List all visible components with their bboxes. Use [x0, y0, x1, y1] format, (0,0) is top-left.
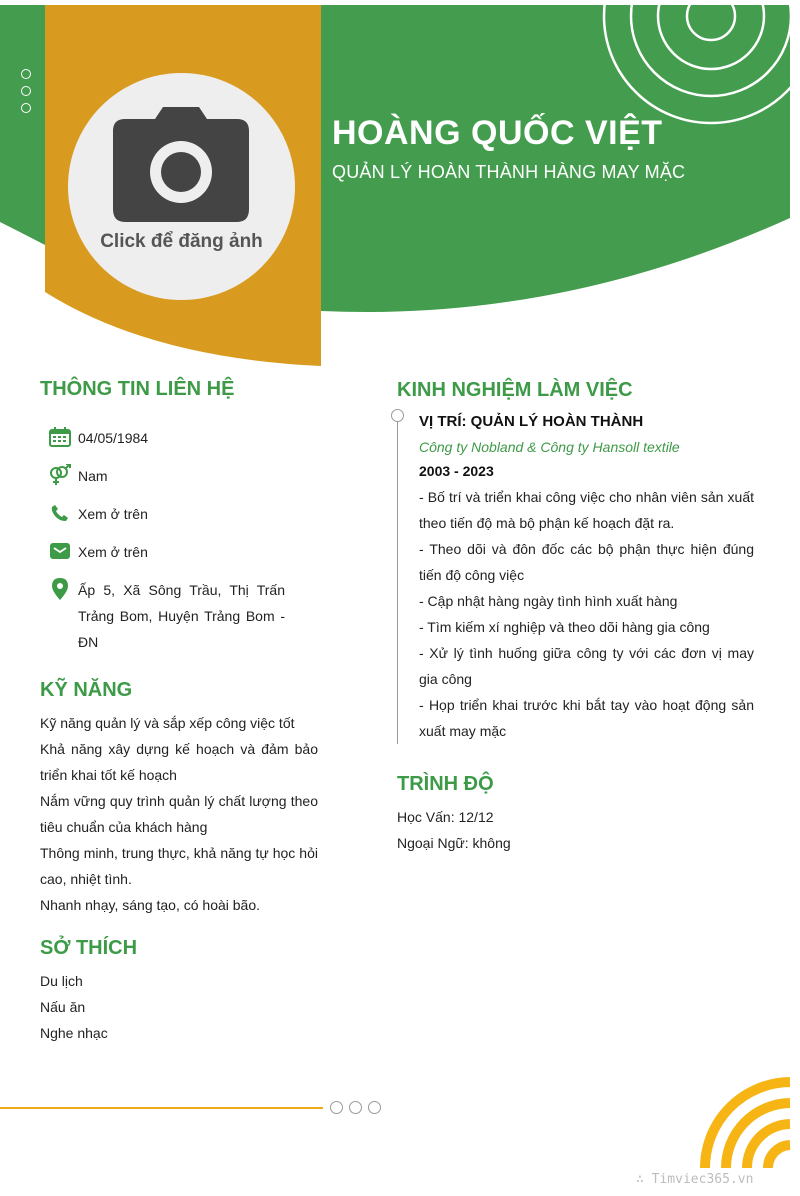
candidate-name: HOÀNG QUỐC VIỆT: [332, 114, 663, 152]
skill-item: Nắm vững quy trình quản lý chất lượng theo tiêu chuẩn của khách hàng: [40, 793, 318, 835]
duty-item: - Tìm kiếm xí nghiệp và theo dõi hàng gia công: [419, 619, 710, 635]
education-list: [397, 804, 757, 856]
contact-gender: [48, 463, 108, 489]
duty-item: - Họp triển khai trước khi bắt tay vào hoạt động sản xuất may mặc: [419, 697, 754, 739]
duty-item: - Theo dõi và đôn đốc các bộ phận thực hiện đúng tiến độ công việc: [419, 541, 754, 583]
green-header-left: [0, 5, 45, 245]
watermark: ∴ Timviec365.vn: [636, 1172, 754, 1187]
orange-arcs-decoration: [705, 1082, 790, 1168]
hobbies-list: [40, 968, 318, 1046]
contact-section-title: THÔNG TIN LIÊN HỆ: [40, 378, 235, 400]
experience-section-title: KINH NGHIỆM LÀM VIỆC: [397, 379, 633, 401]
email-value: Xem ở trên: [78, 544, 148, 560]
hobby-item: Nấu ăn: [40, 999, 86, 1015]
contact-address: [48, 577, 285, 655]
phone-icon: [48, 501, 72, 525]
duty-item: - Xử lý tình huống giữa công ty với các đơn vị may gia công: [419, 645, 754, 687]
company-name: Công ty Nobland & Công ty Hansoll textile: [419, 439, 680, 455]
dot: [349, 1101, 362, 1114]
education-section-title: TRÌNH ĐỘ: [397, 773, 494, 795]
duty-item: - Cập nhật hàng ngày tình hình xuất hàng: [419, 593, 678, 609]
footer-divider: [0, 1107, 323, 1109]
hobbies-section-title: SỞ THÍCH: [40, 937, 138, 959]
envelope-icon: [48, 539, 72, 563]
skill-item: Nhanh nhạy, sáng tạo, có hoài bão.: [40, 897, 261, 913]
birthday-value: 04/05/1984: [78, 430, 149, 446]
dot: [21, 103, 31, 113]
header-dots: [21, 69, 31, 120]
contact-birthday: [48, 425, 148, 451]
dot: [368, 1101, 381, 1114]
skills-list: [40, 710, 318, 918]
skill-item: Kỹ năng quản lý và sắp xếp công việc tốt: [40, 715, 295, 731]
hobby-item: Nghe nhạc: [40, 1025, 108, 1041]
dot: [21, 69, 31, 79]
skill-item: Thông minh, trung thực, khả năng tự học hỏi cao, nhiệt tình.: [40, 845, 318, 887]
calendar-icon: [48, 425, 72, 449]
duty-item: - Bố trí và triển khai công việc cho nhân viên sản xuất theo tiến độ mà bộ phận kế hoạch đặt ra.: [419, 489, 754, 531]
contact-email: [48, 539, 148, 565]
phone-value: Xem ở trên: [78, 506, 148, 522]
hobby-item: Du lịch: [40, 973, 83, 989]
footer-dots: [330, 1101, 387, 1114]
address-value: Ấp 5, Xã Sông Trầu, Thị Trấn Trảng Bom, Huyện Trảng Bom - ĐN: [78, 582, 285, 650]
contact-phone: [48, 501, 148, 527]
candidate-position: QUẢN LÝ HOÀN THÀNH HÀNG MAY MẶC: [332, 162, 686, 182]
timeline-line: [397, 418, 398, 744]
job-title: VỊ TRÍ: QUẢN LÝ HOÀN THÀNH: [419, 413, 644, 430]
skill-item: Khả năng xây dựng kế hoạch và đảm bảo triển khai tốt kế hoạch: [40, 741, 318, 783]
gender-value: Nam: [78, 468, 108, 484]
foreign-language: Ngoại Ngữ: không: [397, 835, 511, 851]
job-duties: [419, 484, 754, 744]
education-level: Học Vấn: 12/12: [397, 809, 494, 825]
job-period: 2003 - 2023: [419, 463, 494, 479]
avatar-upload-label: Click để đăng ảnh: [100, 231, 263, 252]
skills-section-title: KỸ NĂNG: [40, 679, 133, 701]
gender-icon: [48, 463, 72, 487]
dot: [21, 86, 31, 96]
dot: [330, 1101, 343, 1114]
avatar-upload[interactable]: [68, 73, 295, 300]
timeline-dot: [391, 409, 404, 422]
map-pin-icon: [48, 577, 72, 601]
camera-icon: [113, 105, 249, 223]
